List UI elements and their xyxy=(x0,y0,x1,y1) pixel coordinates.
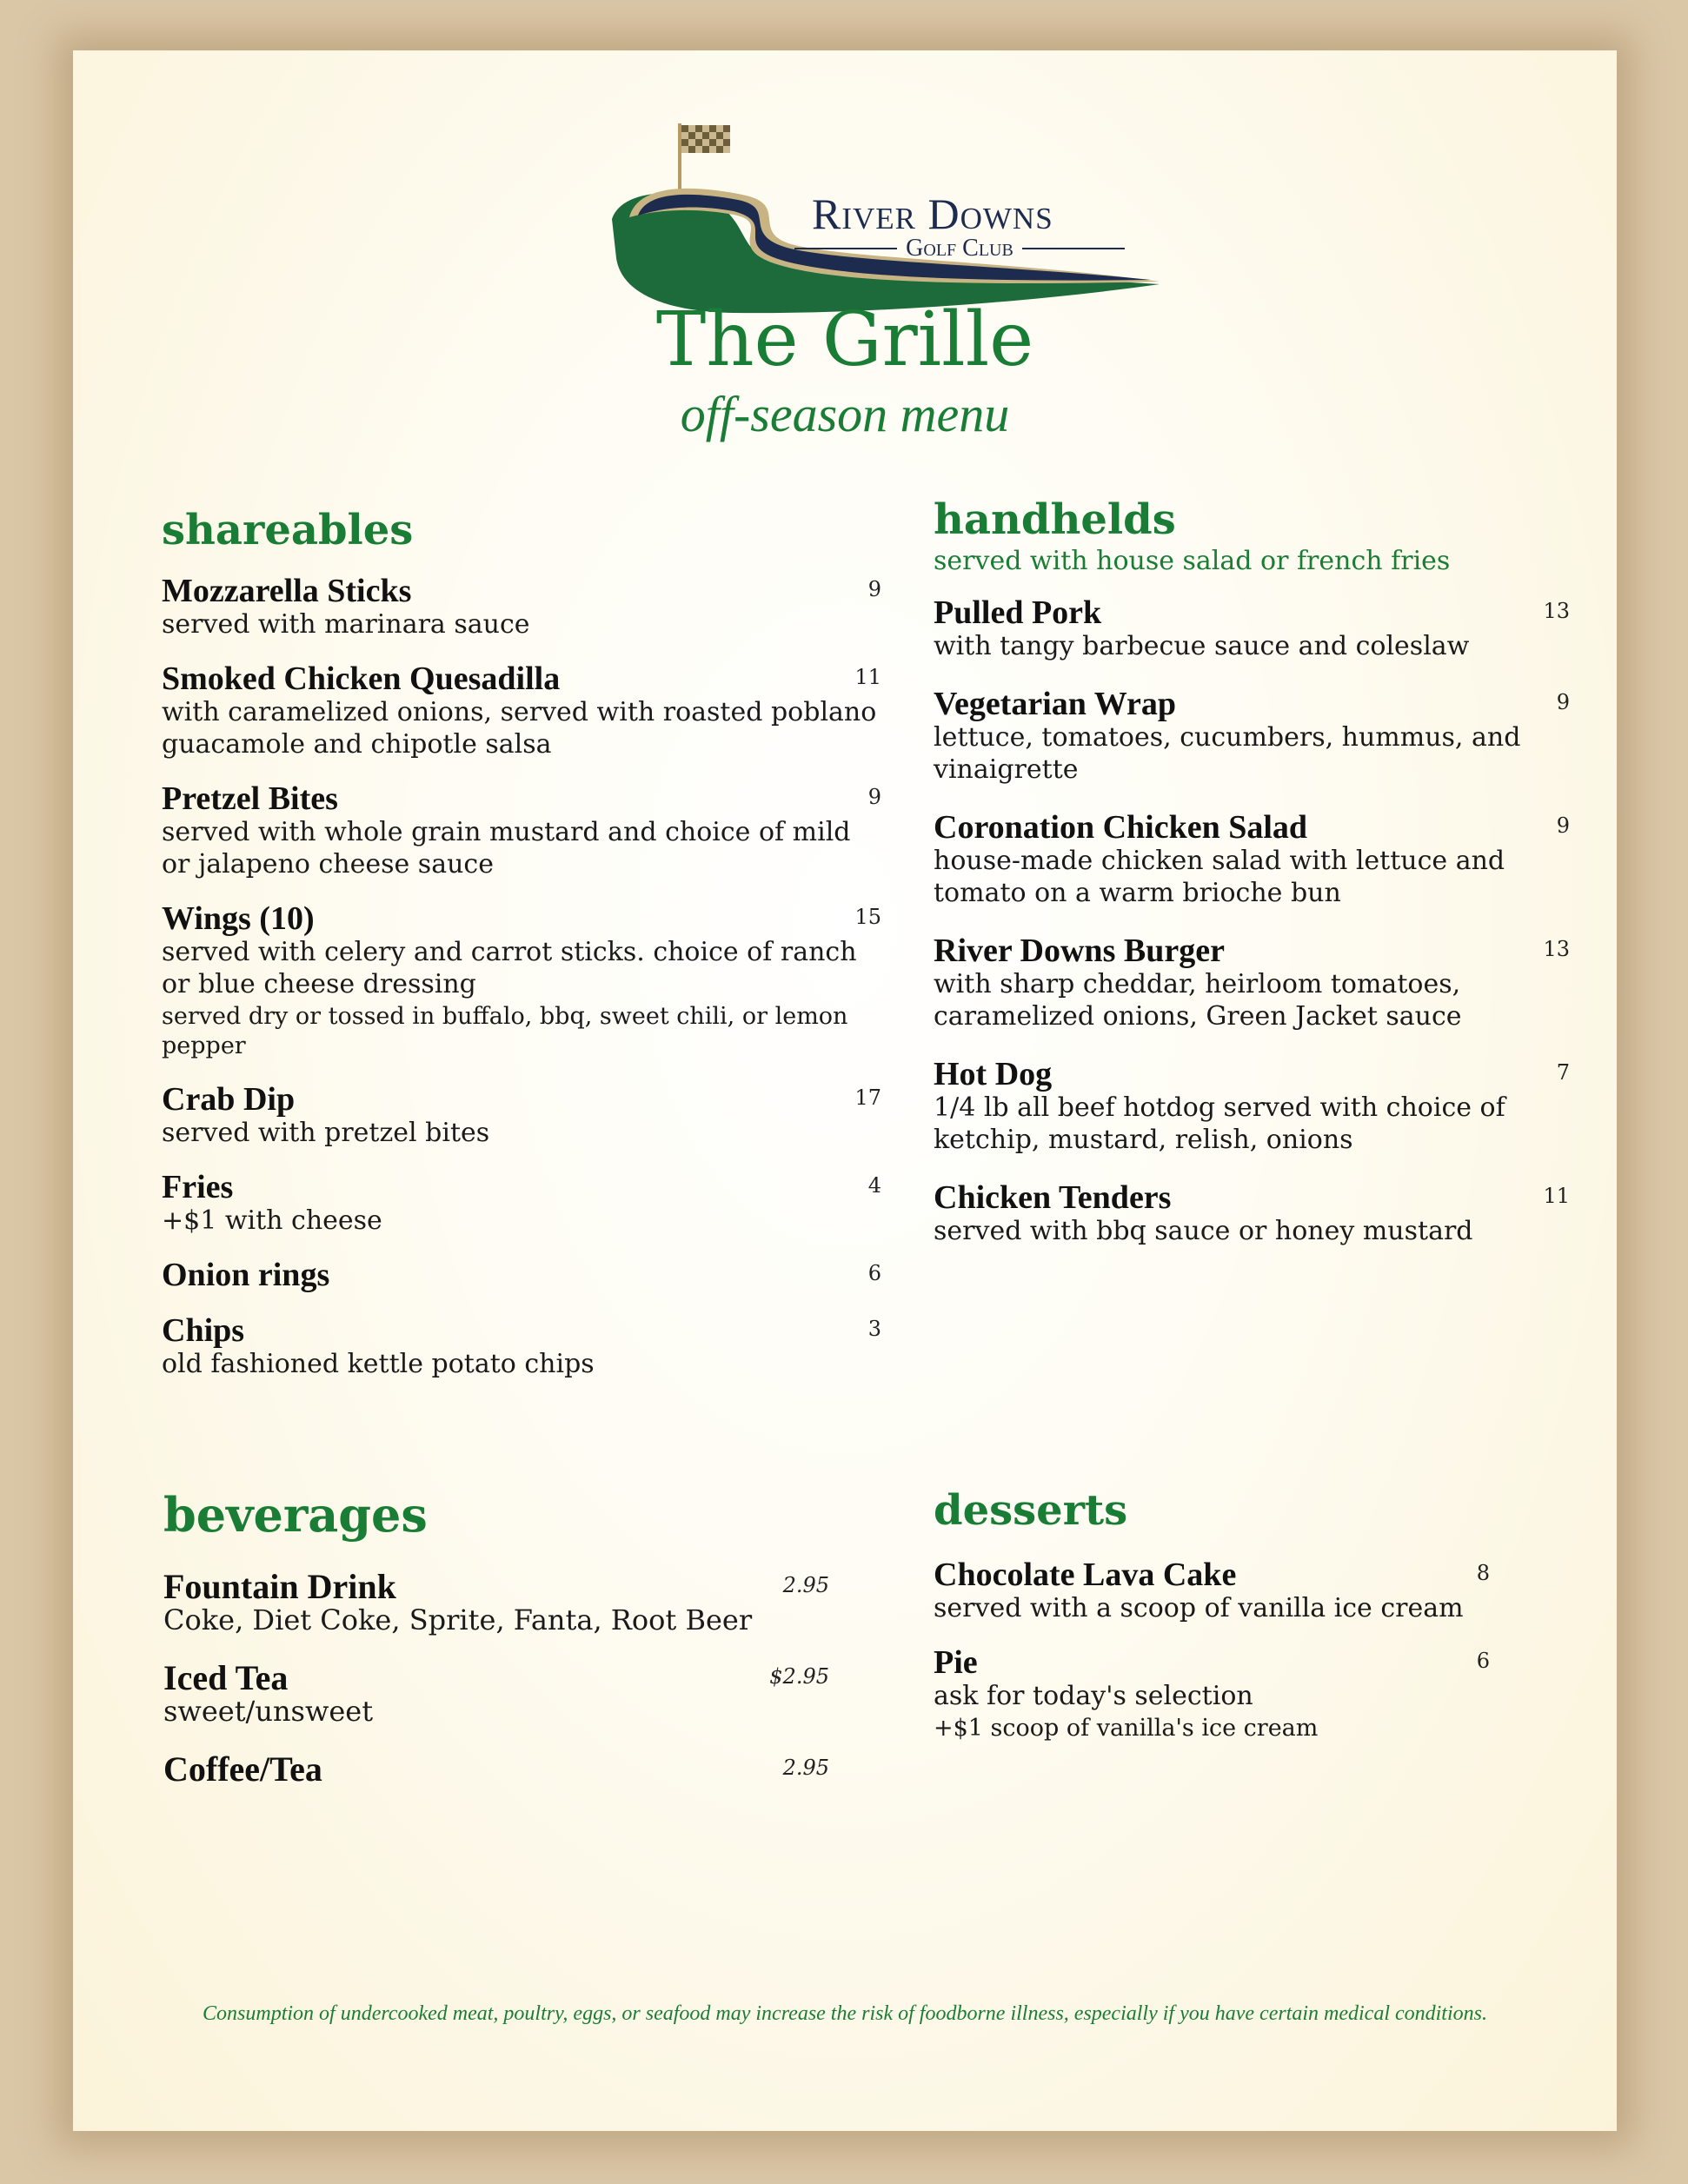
item-price: $2.95 xyxy=(769,1664,829,1689)
item-price: 6 xyxy=(867,1261,881,1285)
item-name: Mozzarella Sticks xyxy=(162,573,412,609)
section-desserts xyxy=(934,1486,1490,1743)
item-price: 17 xyxy=(854,1085,881,1110)
item-price: 11 xyxy=(1543,1184,1570,1208)
page-subtitle: off-season menu xyxy=(680,386,1010,442)
item-name: Chocolate Lava Cake xyxy=(934,1557,1237,1593)
item-name: Smoked Chicken Quesadilla xyxy=(162,661,561,697)
item-description: with tangy barbecue sauce and coleslaw xyxy=(934,631,1470,661)
item-price: 4 xyxy=(867,1173,881,1198)
item-description: with sharp cheddar, heirloom tomatoes, caramelized onions, Green Jacket sauce xyxy=(934,969,1462,1032)
item-note: served dry or tossed in buffalo, bbq, sweet chili, or lemon pepper xyxy=(162,1003,848,1059)
menu-item xyxy=(162,1082,881,1149)
divider xyxy=(794,248,897,249)
item-name: Fountain Drink xyxy=(163,1567,396,1606)
item-name: Vegetarian Wrap xyxy=(934,686,1177,722)
item-price: 2.95 xyxy=(782,1756,829,1780)
menu-item xyxy=(934,687,1570,786)
item-name: Hot Dog xyxy=(934,1056,1053,1092)
item-price: 9 xyxy=(867,785,881,809)
item-name: Pie xyxy=(934,1644,978,1681)
item-name: Crab Dip xyxy=(162,1081,296,1118)
section-beverages xyxy=(163,1487,829,1789)
item-price: 2.95 xyxy=(782,1573,829,1597)
page-title: The Grille xyxy=(655,296,1034,383)
menu-item xyxy=(934,1645,1490,1743)
section-title: desserts xyxy=(934,1486,1128,1535)
item-name: Onion rings xyxy=(162,1257,330,1293)
item-description: with caramelized onions, served with roasted poblano guacamole and chipotle salsa xyxy=(162,697,877,760)
item-name: Iced Tea xyxy=(163,1658,289,1697)
brand-name: River Downs xyxy=(812,189,1053,238)
menu-item xyxy=(934,1557,1490,1624)
menu-item xyxy=(162,1313,881,1380)
item-description: sweet/unsweet xyxy=(163,1695,374,1728)
item-description: served with whole grain mustard and choice of mild or jalapeno cheese sauce xyxy=(162,817,851,880)
club-logo xyxy=(603,89,1160,323)
item-price: 13 xyxy=(1543,937,1570,961)
item-price: 9 xyxy=(867,577,881,601)
menu-page xyxy=(73,50,1617,2131)
item-description: served with a scoop of vanilla ice cream xyxy=(934,1593,1464,1623)
menu-item xyxy=(934,1057,1570,1156)
item-name: River Downs Burger xyxy=(934,933,1225,969)
item-price: 15 xyxy=(854,905,881,929)
menu-item xyxy=(162,574,881,641)
menu-item xyxy=(162,901,881,1061)
divider xyxy=(1022,248,1125,249)
item-description: served with pretzel bites xyxy=(162,1118,490,1148)
item-name: Fries xyxy=(162,1169,234,1205)
item-description: served with marinara sauce xyxy=(162,609,530,640)
menu-item xyxy=(163,1749,829,1789)
item-price: 7 xyxy=(1556,1060,1570,1085)
item-price: 6 xyxy=(1476,1649,1490,1673)
item-price: 9 xyxy=(1556,690,1570,714)
menu-item xyxy=(934,1180,1570,1247)
health-disclaimer: Consumption of undercooked meat, poultry, eggs, or seafood may increase the risk of foodborne illness, especially if you have certain medical conditions. xyxy=(203,2002,1487,2025)
menu-item xyxy=(163,1658,829,1728)
section-shareables xyxy=(162,506,881,1380)
menu-item xyxy=(162,1170,881,1237)
item-price: 8 xyxy=(1476,1561,1490,1585)
item-name: Chicken Tenders xyxy=(934,1179,1172,1216)
section-note: served with house salad or french fries xyxy=(934,546,1451,576)
item-description: Coke, Diet Coke, Sprite, Fanta, Root Beer xyxy=(163,1603,753,1636)
menu-item xyxy=(934,933,1570,1032)
menu-item xyxy=(162,781,881,880)
menu-item xyxy=(163,1567,829,1636)
section-title: beverages xyxy=(163,1487,428,1543)
menu-item xyxy=(162,661,881,760)
item-description: served with bbq sauce or honey mustard xyxy=(934,1216,1473,1246)
section-title: handhelds xyxy=(934,495,1176,544)
item-price: 9 xyxy=(1556,813,1570,838)
item-note: +$1 scoop of vanilla's ice cream xyxy=(934,1715,1319,1742)
item-description: +$1 with cheese xyxy=(162,1205,382,1236)
item-price: 11 xyxy=(854,665,881,689)
menu-item xyxy=(934,810,1570,909)
item-name: Coffee/Tea xyxy=(163,1749,322,1789)
item-price: 3 xyxy=(867,1317,881,1341)
menu-item xyxy=(162,1258,881,1292)
item-description: ask for today's selection xyxy=(934,1681,1253,1711)
item-description: lettuce, tomatoes, cucumbers, hummus, and vinaigrette xyxy=(934,722,1521,785)
item-name: Pulled Pork xyxy=(934,594,1102,631)
item-name: Wings (10) xyxy=(162,900,315,937)
item-price: 13 xyxy=(1543,599,1570,623)
item-name: Chips xyxy=(162,1312,245,1349)
item-name: Pretzel Bites xyxy=(162,780,338,817)
section-title: shareables xyxy=(162,506,414,554)
section-handhelds xyxy=(934,495,1570,1247)
brand-subtitle-text: Golf Club xyxy=(906,235,1013,262)
menu-item xyxy=(934,595,1570,662)
item-description: 1/4 lb all beef hotdog served with choice of ketchip, mustard, relish, onions xyxy=(934,1092,1505,1155)
item-description: house-made chicken salad with lettuce and tomato on a warm brioche bun xyxy=(934,846,1505,908)
brand-subtitle xyxy=(794,235,1125,262)
item-description: old fashioned kettle potato chips xyxy=(162,1349,595,1379)
item-name: Coronation Chicken Salad xyxy=(934,809,1308,846)
item-description: served with celery and carrot sticks. choice of ranch or blue cheese dressing xyxy=(162,937,857,999)
